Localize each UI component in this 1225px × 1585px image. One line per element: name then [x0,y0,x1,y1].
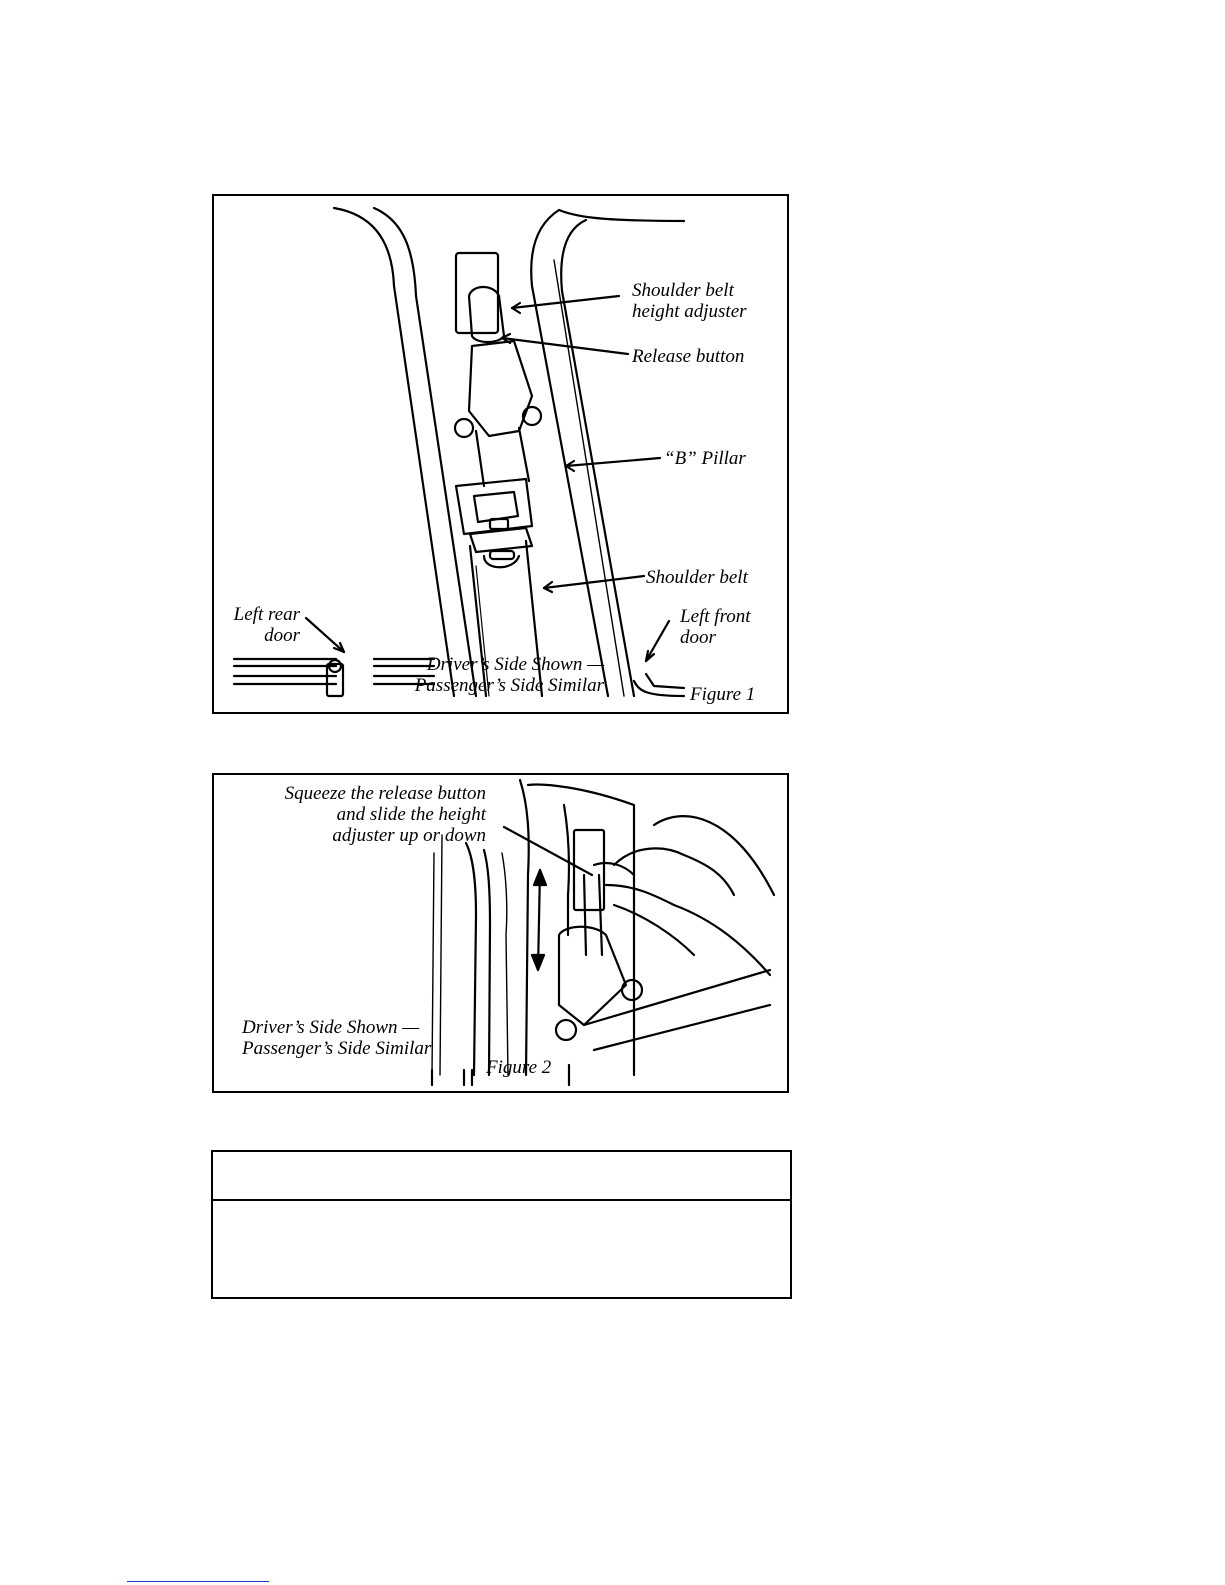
shoulder-belt-height-adjuster-label [632,280,747,322]
release-button-label: Release button [632,346,745,367]
adjuster-label-line-2: height adjuster [632,301,747,322]
adjuster-label-line-1: Shoulder belt [632,280,734,301]
figure-2-side-note-line-1: Driver’s Side Shown — [242,1017,420,1038]
left-front-door-label [680,606,751,648]
footer-link-underline [127,1581,269,1582]
figure-1-side-note-line-1: Driver’s Side Shown — [426,654,604,675]
figure-2-side-note-line-2: Passenger’s Side Similar [242,1038,432,1059]
shoulder-belt-label: Shoulder belt [646,567,748,588]
release-instruction-label [224,783,486,846]
left-rear-door-line-1: Left rear [233,604,300,625]
instruction-line-2: and slide the height [336,804,486,825]
figure-1-illustration [212,194,789,714]
warning-box-header [213,1152,790,1201]
warning-box [211,1150,792,1299]
figure-2-illustration [212,773,789,1093]
instruction-line-3: adjuster up or down [332,825,486,846]
instruction-line-1: Squeeze the release button [284,783,486,804]
figure-2-caption: Figure 2 [486,1057,552,1078]
left-front-door-line-1: Left front [680,606,751,627]
figure-2-side-note [242,1017,431,1059]
figure-1-caption: Figure 1 [690,684,756,705]
b-pillar-label: “B” Pillar [664,448,746,469]
figure-1-side-note [374,654,604,696]
left-rear-door-line-2: door [264,625,300,646]
figure-1-side-note-line-2: Passenger’s Side Similar [414,675,604,696]
left-rear-door-label [218,604,300,646]
left-front-door-line-2: door [680,627,716,648]
